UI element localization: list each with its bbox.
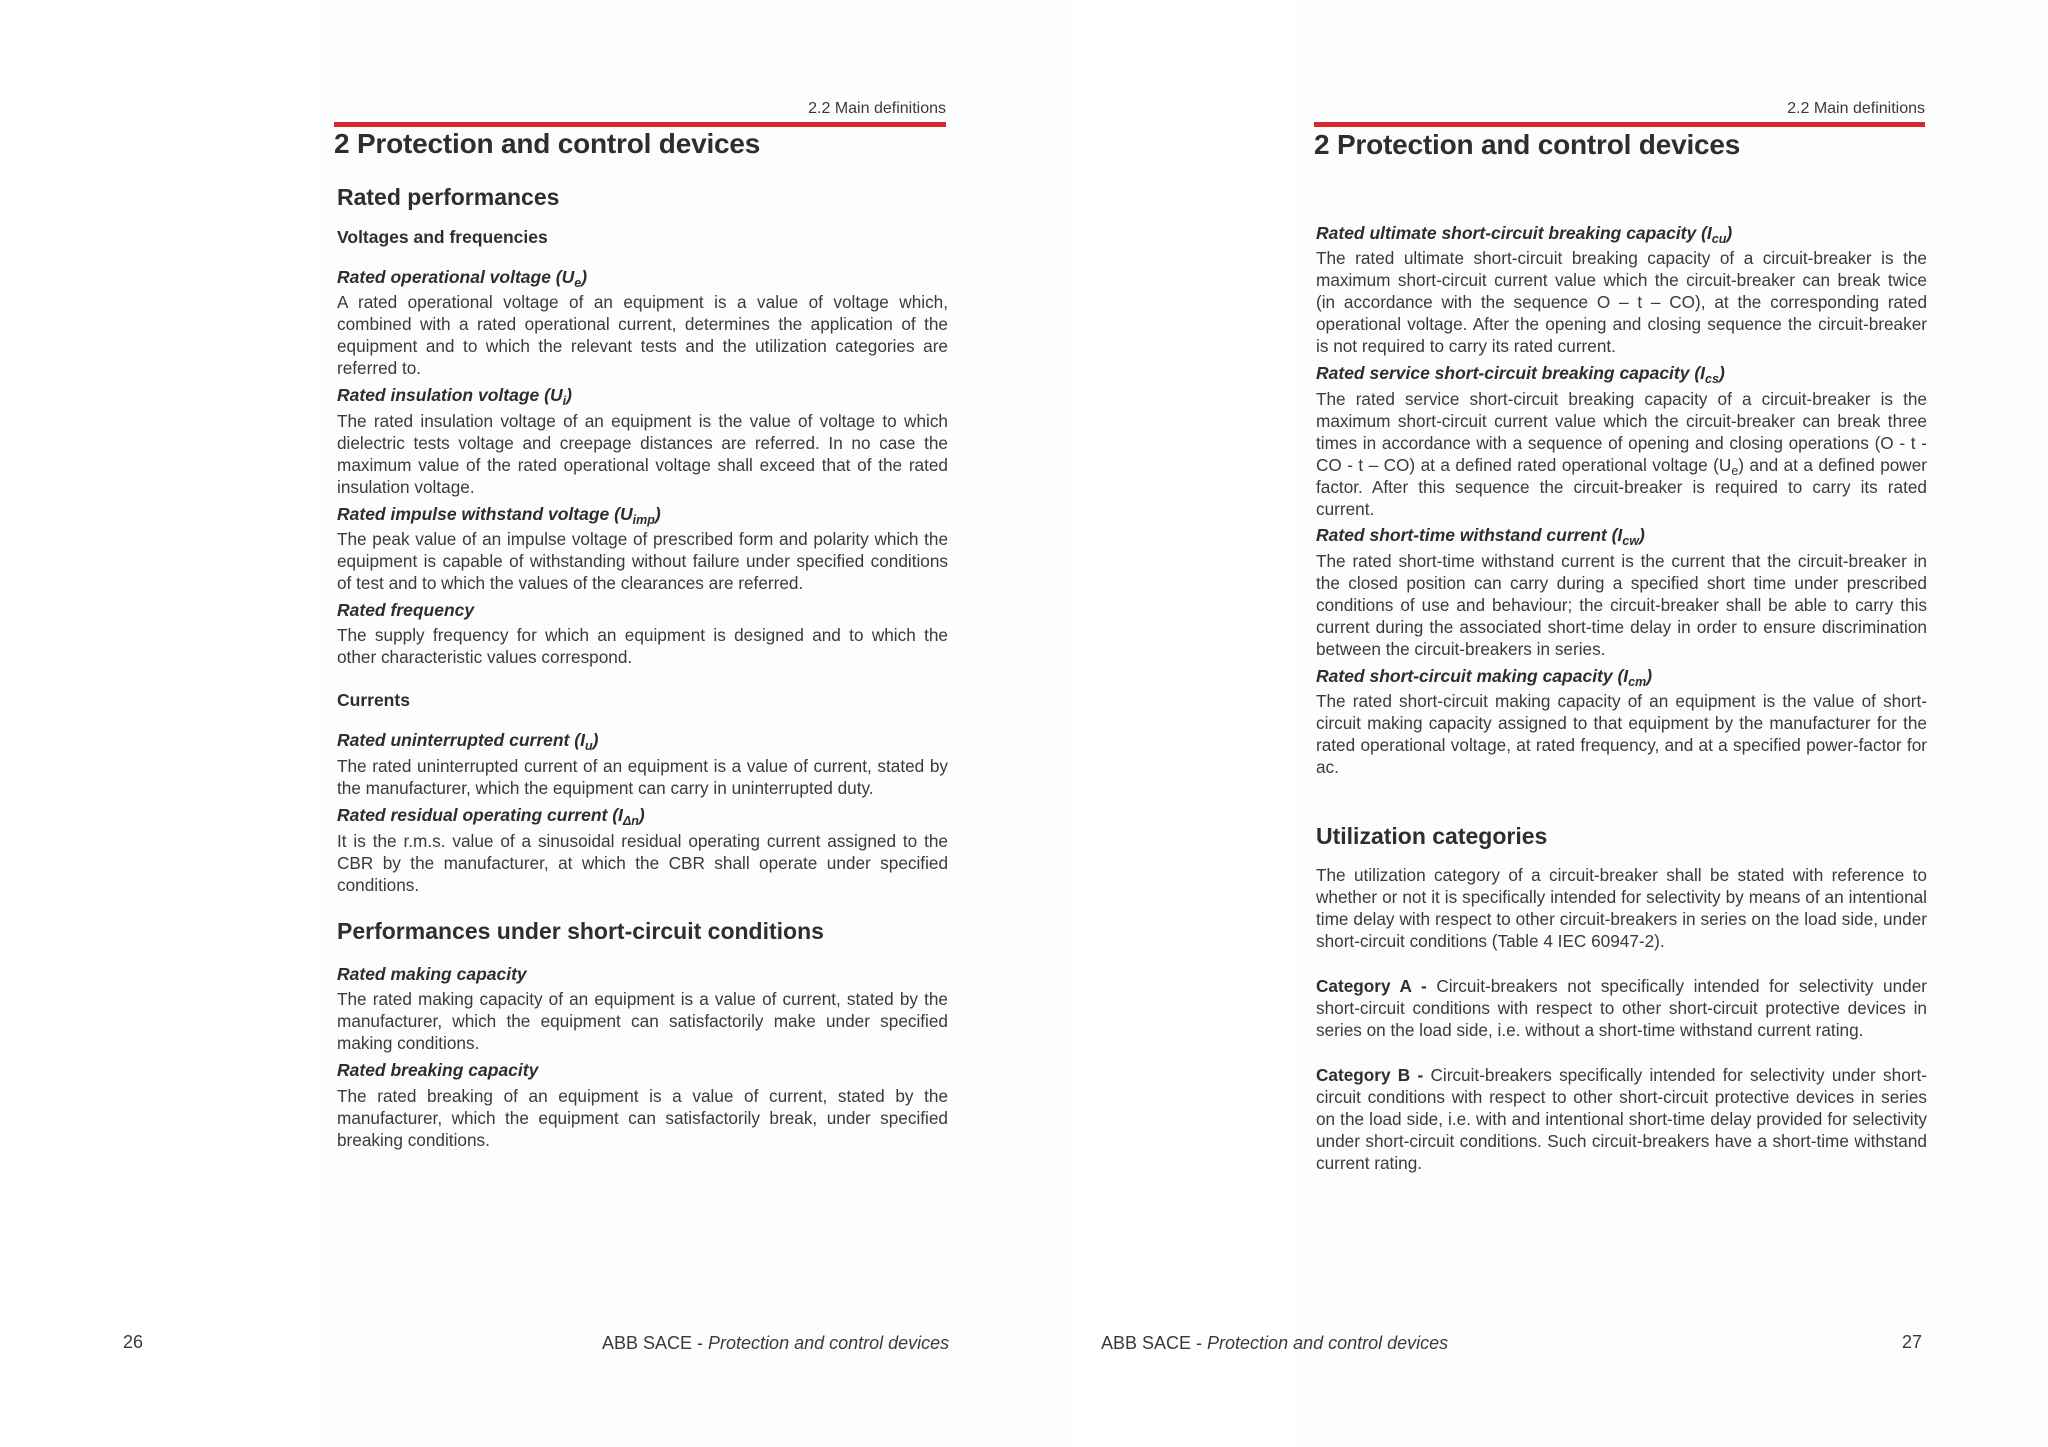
text-category-a: Category A - Circuit-breakers not specifically intended for selectivity under short-circuit conditions with respect to other short-circuit protective devices in series on the load side, i.e. without a short-time withstand current rating.	[1316, 976, 1928, 1040]
term-ics: Rated service short-circuit breaking capacity $(I_{cs})$	[1316, 363, 1725, 386]
term-rated-impulse-voltage: Rated impulse withstand voltage $(U_{imp})$	[337, 504, 661, 527]
term-rated-residual-current: Rated residual operating current $(I_{\Delta n})$	[337, 805, 645, 828]
section-heading-rated-performances: Rated performances	[337, 184, 560, 210]
term-icu: Rated ultimate short-circuit breaking capacity $(I_{cu})$	[1316, 223, 1733, 246]
text-rated-impulse-voltage: The peak value of an impulse voltage of prescribed form and polarity which the equipment is capable of withstanding without failure under specified conditions of test and to which the values of the clearances are referred.	[337, 529, 948, 593]
term-icm: Rated short-circuit making capacity $(I_{cm})$	[1316, 666, 1653, 689]
category-a-label: Category A -	[1316, 976, 1437, 996]
right-footer: ABB SACE - Protection and control devices	[1101, 1333, 1449, 1353]
text-icu: The rated ultimate short-circuit breaking capacity of a circuit-breaker is the maximum short-circuit current value which the circuit-breaker can break twice (in accordance with the sequence O – t – CO), at the corresponding rated operational voltage. After the opening and closing sequence the circuit-breaker is not required to carry its rated current.	[1316, 248, 1927, 356]
left-running-head: 2.2 Main definitions	[808, 100, 946, 117]
text-ics: The rated service short-circuit breaking capacity of a circuit-breaker is the maximum short-circuit current value which the circuit-breaker can break three times in accordance with a sequence of opening and closing operations (O - t - CO - t – CO) at a defined rated operational voltage $(U_e)$ and at a defined power factor. After this sequence the circuit-breaker is required to carry its rated current.	[1316, 389, 1928, 519]
subheading-currents: Currents	[337, 690, 410, 710]
section-heading-utilization: Utilization categories	[1316, 823, 1548, 849]
right-running-head: 2.2 Main definitions	[1787, 100, 1925, 117]
right-page-number: 27	[1902, 1332, 1923, 1352]
term-icw: Rated short-time withstand current $(I_{cw})$	[1316, 525, 1645, 548]
text-rated-insulation-voltage: The rated insulation voltage of an equipment is the value of voltage to which dielectric tests voltage and creepage distances are referred. In no case the maximum value of the rated operational voltage shall exceed that of the rated insulation voltage.	[337, 411, 948, 497]
term-rated-making-capacity: Rated making capacity	[337, 964, 527, 984]
subheading-voltages-frequencies: Voltages and frequencies	[337, 227, 548, 247]
text-rated-making-capacity: The rated making capacity of an equipment is a value of current, stated by the manufacturer, which the equipment can satisfactorily make under specified making conditions.	[337, 989, 948, 1053]
text-rated-operational-voltage: A rated operational voltage of an equipment is a value of voltage which, combined with a rated operational current, determines the application of the equipment and to which the relevant tests and the utilization categories are referred to.	[337, 292, 948, 378]
term-rated-uninterrupted-current: Rated uninterrupted current $(I_u)$	[337, 730, 599, 753]
text-rated-frequency: The supply frequency for which an equipment is designed and to which the other characteristic values correspond.	[337, 625, 948, 667]
term-rated-breaking-capacity: Rated breaking capacity	[337, 1060, 539, 1080]
text-icm: The rated short-circuit making capacity of an equipment is the value of short-circuit making capacity assigned to that equipment by the manufacturer for the rated operational voltage, at rated frequency, and at a specified power-factor for ac.	[1316, 691, 1927, 777]
category-b-label: Category B -	[1316, 1065, 1431, 1085]
left-red-rule	[334, 122, 946, 127]
term-rated-operational-voltage: Rated operational voltage $(U_e)$	[337, 267, 588, 290]
left-chapter-title: 2 Protection and control devices	[334, 128, 761, 159]
text-rated-uninterrupted-current: The rated uninterrupted current of an equipment is a value of current, stated by the manufacturer, which the equipment can carry in uninterrupted duty.	[337, 756, 948, 798]
left-page-number: 26	[123, 1332, 144, 1352]
text-icw: The rated short-time withstand current is the current that the circuit-breaker in the closed position can carry during a specified short time under prescribed conditions of use and behaviour; the circuit-breaker shall be able to carry this current during the associated short-time delay in order to ensure discrimination between the circuit-breakers in series.	[1316, 551, 1927, 659]
text-utilization: The utilization category of a circuit-breaker shall be stated with reference to whether or not it is specifically intended for selectivity by means of an intentional time delay with respect to other circuit-breakers in series on the load side, under short-circuit conditions (Table 4 IEC 60947-2).	[1316, 865, 1927, 951]
text-rated-residual-current: It is the r.m.s. value of a sinusoidal residual operating current assigned to the CBR by the manufacturer, at which the CBR shall operate under specified conditions.	[337, 831, 948, 895]
left-footer: ABB SACE - Protection and control devices	[602, 1333, 950, 1353]
section-heading-short-circuit: Performances under short-circuit conditions	[337, 918, 824, 944]
term-rated-insulation-voltage: Rated insulation voltage $(U_i)$	[337, 385, 572, 408]
term-rated-frequency: Rated frequency	[337, 600, 475, 620]
right-red-rule	[1314, 122, 1925, 127]
text-rated-breaking-capacity: The rated breaking of an equipment is a value of current, stated by the manufacturer, which the equipment can satisfactorily break, under specified breaking conditions.	[337, 1086, 948, 1150]
text-category-b: Category B - Circuit-breakers specifically intended for selectivity under short-circuit conditions with respect to other short-circuit protective devices in series on the load side, i.e. with and intentional short-time delay provided for selectivity under short-circuit conditions. Such circuit-breakers have a short-time withstand current rating.	[1316, 1065, 1927, 1173]
left-page-area	[318, 0, 1070, 1447]
right-chapter-title: 2 Protection and control devices	[1314, 129, 1741, 160]
